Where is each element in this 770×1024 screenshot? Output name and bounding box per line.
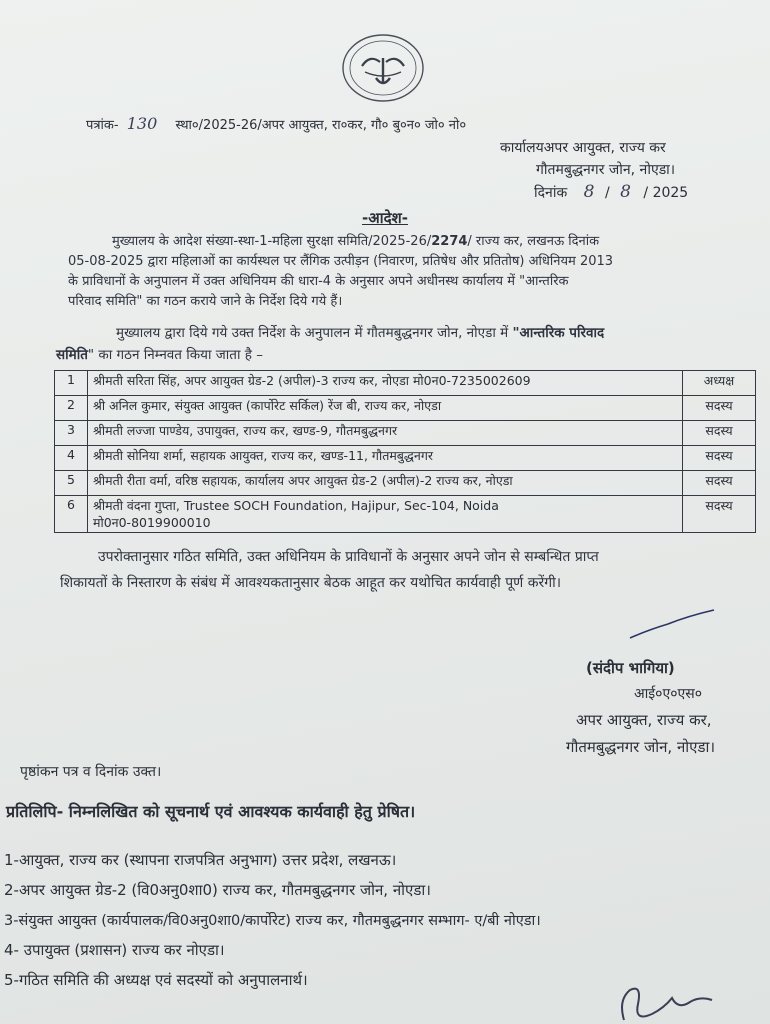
member-row [55, 446, 756, 471]
paragraph-2 [56, 322, 604, 366]
member-serial: 1 [55, 371, 88, 396]
para1-line1: मुख्यालय के आदेश संख्या-स्था-1-महिला सुरक्षा समिति/2025-26/ [112, 234, 432, 249]
member-details-line1: श्रीमती सरिता सिंह, अपर आयुक्त ग्रेड-2 (अपील)-3 राज्य कर, नोएडा मो0न0-7235002609 [93, 373, 531, 388]
para2-line1: मुख्यालय द्वारा दिये गये उक्त निर्देश के अनुपालन में गौतमबुद्धनगर जोन, नोएडा में [116, 325, 513, 341]
date-day: 8 [583, 182, 595, 202]
para1-line4: परिवाद समिति" का गठन कराये जाने के निर्देश दिये गये हैं। [68, 294, 343, 309]
patrank-label: पत्रांक- [86, 118, 119, 133]
member-serial: 3 [55, 421, 88, 446]
office-line-2: गौतमबुद्धनगर जोन, नोएडा। [536, 162, 676, 178]
patrank-row [86, 114, 466, 133]
member-details-line1: श्रीमती सोनिया शर्मा, सहायक आयुक्त, राज्य कर, खण्ड-11, गौतमबुद्धनगर [93, 448, 434, 463]
para3-line2: शिकायतों के निस्तारण के संबंध में आवश्यकतानुसार बेठक आहूत कर यथोचित कार्यवाही पूर्ण करेंगी। [60, 575, 562, 591]
member-row [55, 421, 756, 446]
member-serial: 6 [55, 496, 88, 533]
date-year: / 2025 [643, 185, 689, 201]
para1-line1-end: / राज्य कर, लखनऊ दिनांक [467, 234, 600, 249]
copy-heading: प्रतिलिपि- निम्नलिखित को सूचनार्थ एवं आवश्यक कार्यवाही हेतु प्रेषित। [6, 802, 416, 821]
member-details-line1: श्रीमती लज्जा पाण्डेय, उपायुक्त, राज्य कर, खण्ड-9, गौतमबुद्धनगर [93, 423, 398, 438]
patrank-number: 130 [126, 114, 158, 133]
copy-item-5: 5-गठित समिति की अध्यक्ष एवं सदस्यों को अनुपालनार्थ। [4, 971, 308, 989]
reference-number: स्था०/2025-26/अपर आयुक्त, रा०कर, गौ० बु०न० जो० नो० [175, 118, 467, 133]
signatory-zone: गौतमबुद्धनगर जोन, नोएडा। [566, 738, 716, 756]
committee-name-part1: "आन्तरिक परिवाद [512, 325, 605, 341]
copy-item-1: 1-आयुक्त, राज्य कर (स्थापना राजपत्रित अनुभाग) उत्तर प्रदेश, लखनऊ। [4, 851, 397, 869]
signatory-designation: अपर आयुक्त, राज्य कर, [576, 711, 712, 729]
office-line-1: कार्यालयअपर आयुक्त, राज्य कर [500, 140, 666, 156]
paragraph-1 [68, 232, 613, 312]
member-serial: 2 [55, 396, 88, 421]
signature-icon [628, 606, 718, 642]
endorsement-line: पृष्ठांकन पत्र व दिनांक उक्त। [20, 764, 162, 780]
member-role: सदस्य [683, 396, 756, 421]
member-details [88, 496, 683, 533]
copy-item-3: 3-संयुक्त आयुक्त (कार्यपालक/वि0अनु0शा0/कार्पोरेट) राज्य कर, गौतमबुद्धनगर सम्भाग- ए/बी नोएडा। [4, 913, 541, 929]
committee-members-table [54, 370, 756, 533]
member-row [55, 496, 756, 533]
member-details [88, 471, 683, 496]
member-row [55, 471, 756, 496]
signatory-service: आई०ए०एस० [634, 686, 702, 702]
member-details [88, 396, 683, 421]
member-details [88, 446, 683, 471]
member-role: सदस्य [683, 471, 756, 496]
copy-item-4: 4- उपायुक्त (प्रशासन) राज्य कर नोएडा। [4, 941, 225, 959]
member-role: सदस्य [683, 496, 756, 533]
member-row [55, 396, 756, 421]
bottom-signature-icon [612, 980, 722, 1024]
paragraph-3 [60, 544, 599, 596]
para3-line1: उपरोक्तानुसार गठित समिति, उक्त अधिनियम के प्राविधानों के अनुसार अपने जोन से सम्बन्धित प्राप्त [98, 549, 599, 565]
member-role: सदस्य [683, 421, 756, 446]
member-role: सदस्य [683, 446, 756, 471]
member-row [55, 371, 756, 396]
date-month: 8 [620, 182, 631, 202]
member-serial: 4 [55, 446, 88, 471]
state-emblem-icon [340, 32, 426, 104]
member-details [88, 371, 683, 396]
date-label: दिनांक [534, 185, 568, 201]
member-details-line1: श्री अनिल कुमार, संयुक्त आयुक्त (कार्पोरेट सर्किल) रेंज बी, राज्य कर, नोएडा [93, 398, 442, 413]
member-details-line1: श्रीमती वंदना गुप्ता, Trustee SOCH Foundation, Hajipur, Sec-104, Noida [93, 498, 499, 513]
copy-item-2: 2-अपर आयुक्त ग्रेड-2 (वि0अनु0शा0) राज्य कर, गौतमबुद्धनगर जोन, नोएडा। [4, 881, 431, 899]
member-serial: 5 [55, 471, 88, 496]
committee-name-part2: समिति [56, 347, 88, 363]
order-title: -आदेश- [362, 209, 408, 227]
hq-order-number: 2274 [431, 234, 468, 249]
para1-line3: के प्राविधानों के अनुपालन में उक्त अधिनियम की धारा-4 के अनुसार अपने अधीनस्थ कार्यालय में "आन्तरिक [68, 274, 569, 289]
para1-line2: 05-08-2025 द्वारा महिलाओं का कार्यस्थल पर लैंगिक उत्पीड़न (निवारण, प्रतिषेध और प्रतितोष) अधिनियम 2013 [68, 254, 614, 269]
member-details-line2: मो0न0-8019900010 [93, 515, 211, 530]
para2-line2: " का गठन निम्नवत किया जाता है – [87, 347, 263, 363]
member-role: अध्यक्ष [683, 371, 756, 396]
signatory-name: (संदीप भागिया) [586, 659, 675, 677]
member-details-line1: श्रीमती रीता वर्मा, वरिष्ठ सहायक, कार्यालय अपर आयुक्त ग्रेड-2 (अपील)-2 राज्य कर, नोएडा [93, 473, 513, 488]
member-details [88, 421, 683, 446]
date-row: दिनांक 8 / 8 / 2025 [534, 182, 689, 202]
